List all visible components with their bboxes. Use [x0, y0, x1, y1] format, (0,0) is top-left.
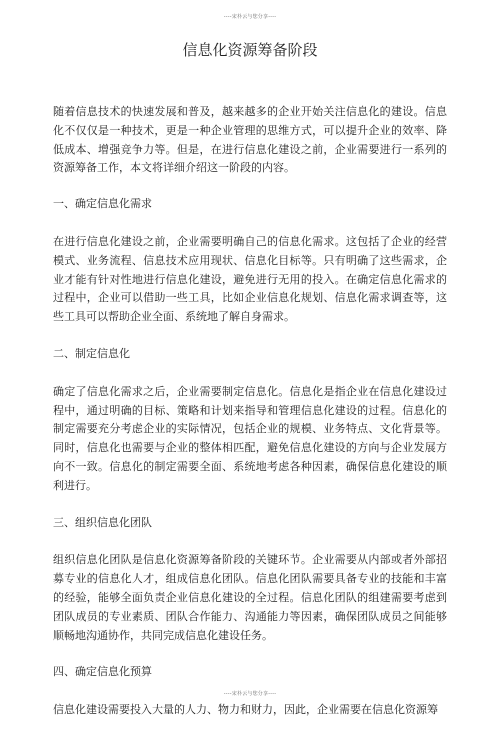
section-heading-budget: 四、确定信息化预算 [53, 665, 152, 679]
section-body-budget: 信息化建设需要投入大量的人力、物力和财力，因此，企业需要在信息化资源筹 [53, 703, 438, 717]
section-heading-plan: 二、制定信息化 [53, 346, 130, 360]
section-heading-team: 三、组织信息化团队 [53, 515, 152, 529]
page-header: ----宋朴云与您分享---- [223, 14, 277, 20]
intro-paragraph: 随着信息技术的快速发展和普及，越来越多的企业开始关注信息化的建设。信息化不仅仅是一种技术，更是一种企业管理的思维方式，可以提升企业的效率、降低成本、增强竞争力等。但是，在进行信息化建设之前，企业需要进行一系列的资源筹备工作，本文将详细介绍这一阶段的内容。 [53, 105, 447, 175]
page-footer: ----宋朴云与您分享---- [223, 691, 277, 697]
page-title: 信息化资源筹备阶段 [182, 41, 318, 59]
document-body [53, 103, 447, 738]
section-body-needs: 在进行信息化建设之前，企业需要明确自己的信息化需求。这包括了企业的经营模式、业务流程、信息技术应用现状、信息化目标等。只有明确了这些需求，企业才能有针对性地进行信息化建设，避免进行无用的投入。在确定信息化需求的过程中，企业可以借助一些工具，比如企业信息化规划、信息化需求调查等，这些工具可以帮助企业全面、系统地了解自身需求。 [53, 234, 447, 324]
section-body-team: 组织信息化团队是信息化资源筹备阶段的关键环节。企业需要从内部或者外部招募专业的信息化人才，组成信息化团队。信息化团队需要具备专业的技能和丰富的经验，能够全面负责企业信息化建设的全过程。信息化团队的组建需要考虑到团队成员的专业素质、团队合作能力、沟通能力等因素，确保团队成员之间能够顺畅地沟通协作，共同完成信息化建设任务。 [53, 553, 447, 642]
section-heading-needs: 一、确定信息化需求 [53, 197, 152, 211]
section-body-plan: 确定了信息化需求之后，企业需要制定信息化。信息化是指企业在信息化建设过程中，通过明确的目标、策略和计划来指导和管理信息化建设的过程。信息化的制定需要充分考虑企业的实际情况，包括企业的规模、业务特点、文化背景等。同时，信息化也需要与企业的整体相匹配，避免信息化建设的方向与企业发展方向不一致。信息化的制定需要全面、系统地考虑各种因素，确保信息化建设的顺利进行。 [53, 384, 447, 492]
